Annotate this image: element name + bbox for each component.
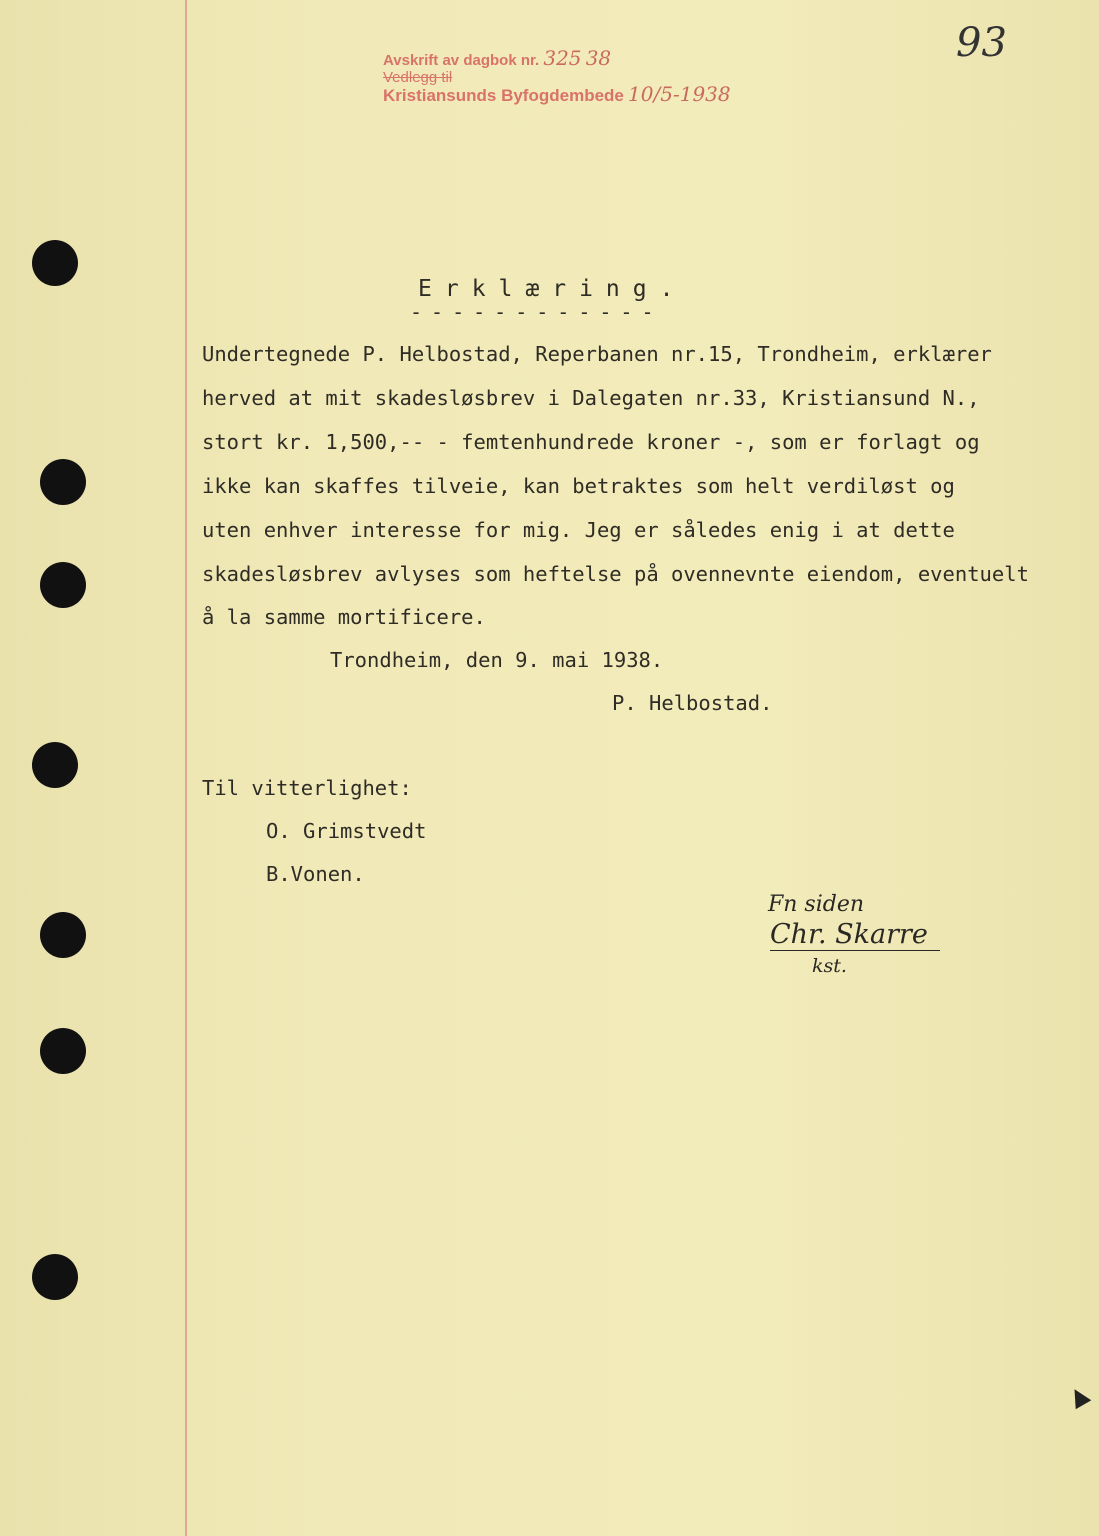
registry-stamp bbox=[383, 46, 731, 106]
stamp-label: dagbok nr. bbox=[463, 52, 540, 69]
signature-line1: Fn siden bbox=[768, 892, 865, 917]
stamp-line2: Vedlegg til bbox=[383, 69, 453, 86]
stamp-date: 10/5-1938 bbox=[628, 82, 731, 106]
body-line: Undertegnede P. Helbostad, Reperbanen nr.15, Trondheim, erklærer bbox=[202, 342, 992, 366]
place-date: Trondheim, den 9. mai 1938. bbox=[330, 648, 664, 672]
body-line: ikke kan skaffes tilveie, kan betraktes som helt verdiløst og bbox=[202, 474, 955, 498]
corner-mark bbox=[1067, 1385, 1092, 1410]
handwritten-signature bbox=[768, 890, 940, 981]
signature-name: Chr. Skarre bbox=[770, 920, 940, 951]
page-number: 93 bbox=[956, 20, 1007, 66]
signature-title: kst. bbox=[812, 955, 847, 977]
punch-hole bbox=[40, 459, 86, 505]
title-underline: ------------ bbox=[410, 300, 663, 324]
signatory: P. Helbostad. bbox=[612, 691, 773, 715]
body-line: stort kr. 1,500,-- - femtenhundrede kroner -, som er forlagt og bbox=[202, 430, 980, 454]
body-line: skadesløsbrev avlyses som heftelse på ovennevnte eiendom, eventuelt bbox=[202, 562, 1029, 586]
body-line: å la samme mortificere. bbox=[202, 605, 486, 629]
body-line: uten enhver interesse for mig. Jeg er således enig i at dette bbox=[202, 518, 955, 542]
body-line: herved at mit skadesløsbrev i Dalegaten nr.33, Kristiansund N., bbox=[202, 386, 980, 410]
punch-hole bbox=[32, 240, 78, 286]
stamp-office: Kristiansunds Byfogdembede bbox=[383, 86, 624, 105]
document-title: Erklæring. bbox=[418, 276, 687, 302]
stamp-prefix: Avskrift av bbox=[383, 52, 460, 69]
punch-hole bbox=[32, 1254, 78, 1300]
witness-name: B.Vonen. bbox=[266, 862, 365, 886]
stamp-number: 325 bbox=[543, 46, 582, 70]
witness-name: O. Grimstvedt bbox=[266, 819, 427, 843]
witness-label: Til vitterlighet: bbox=[202, 776, 412, 800]
punch-hole bbox=[40, 562, 86, 608]
punch-hole bbox=[32, 742, 78, 788]
punch-hole bbox=[40, 912, 86, 958]
margin-line bbox=[185, 0, 187, 1536]
stamp-year: 38 bbox=[585, 46, 612, 70]
punch-hole bbox=[40, 1028, 86, 1074]
